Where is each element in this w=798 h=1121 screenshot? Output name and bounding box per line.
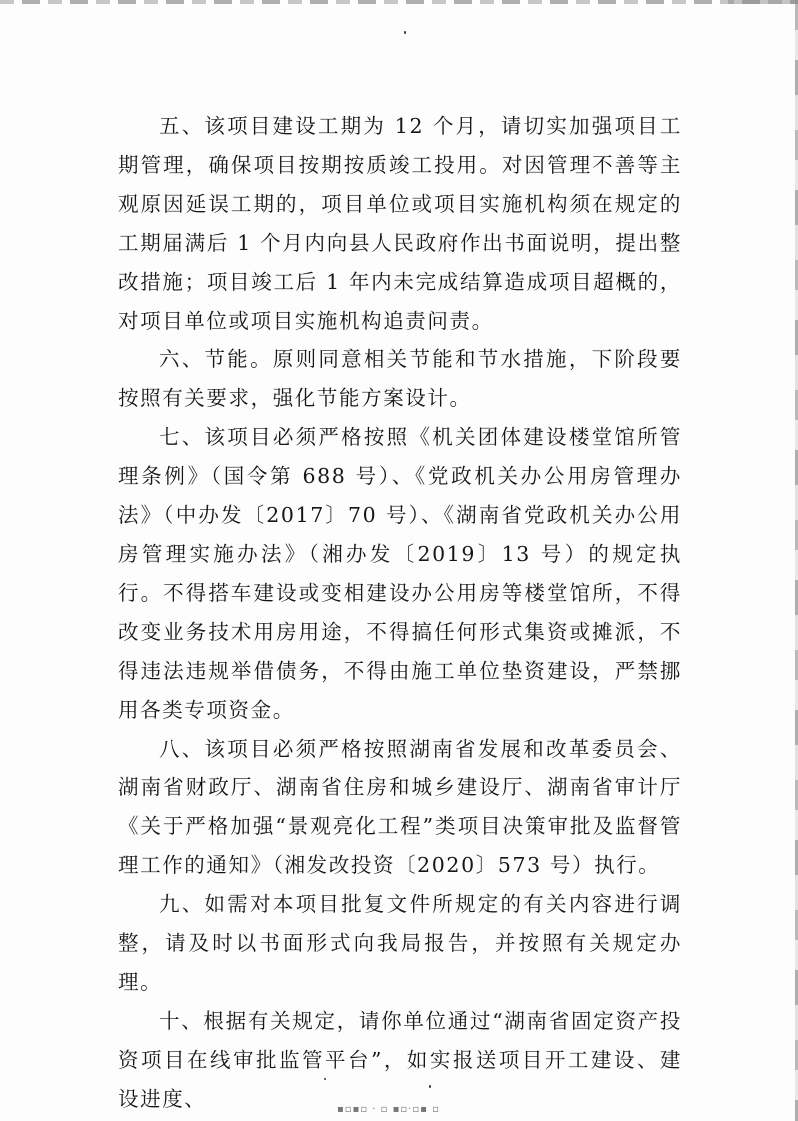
paragraph-5: 五、该项目建设工期为 12 个月，请切实加强项目工期管理，确保项目按期按质竣工投用。对因管理不善等主观原因延误工期的，项目单位或项目实施机构须在规定的工期届满后 1 个月内向县人民政府作出书面说明，提出整改措施；项目竣工后 1 年内未完成结算造成项目超概的，对项目单位或项目实施机构追责问责。	[118, 114, 682, 333]
paragraph-10: 十、根据有关规定，请你单位通过“湖南省固定资产投资项目在线审批监管平台”，如实报送项目开工建设、建设进度、	[118, 1008, 682, 1111]
paragraph-9: 九、如需对本项目批复文件所规定的有关内容进行调整，请及时以书面形式向我局报告，并按照有关规定办理。	[118, 892, 682, 994]
paragraph-6: 六、节能。原则同意相关节能和节水措施，下阶段要按照有关要求，强化节能方案设计。	[118, 347, 682, 411]
scan-edge-top-right	[728, 0, 798, 4]
paragraph-8: 八、该项目必须严格按照湖南省发展和改革委员会、湖南省财政厅、湖南省住房和城乡建设厅、湖南省审计厅《关于严格加强“景观亮化工程”类项目决策审批及监督管理工作的通知》（湘发改投资〔2020〕573 号）执行。	[118, 736, 682, 878]
scan-footer-marks: ▪▫▪▫ · ▫ ▪▫·▫▪ ▫	[337, 1104, 440, 1115]
scan-speck	[404, 31, 406, 34]
scan-edge-top	[0, 0, 798, 4]
paragraph-7: 七、该项目必须严格按照《机关团体建设楼堂馆所管理条例》（国令第 688 号）、《党政机关办公用房管理办法》（中办发〔2017〕70 号）、《湖南省党政机关办公用房管理实施办法》（湘办发〔2019〕13 号）的规定执行。不得搭车建设或变相建设办公用房等楼堂馆所，不得改变业务技术用房用途，不得搞任何形式集资或摊派，不得违法违规举借债务，不得由施工单位垫资建设，严禁挪用各类专项资金。	[118, 425, 682, 722]
document-body	[118, 107, 682, 1119]
